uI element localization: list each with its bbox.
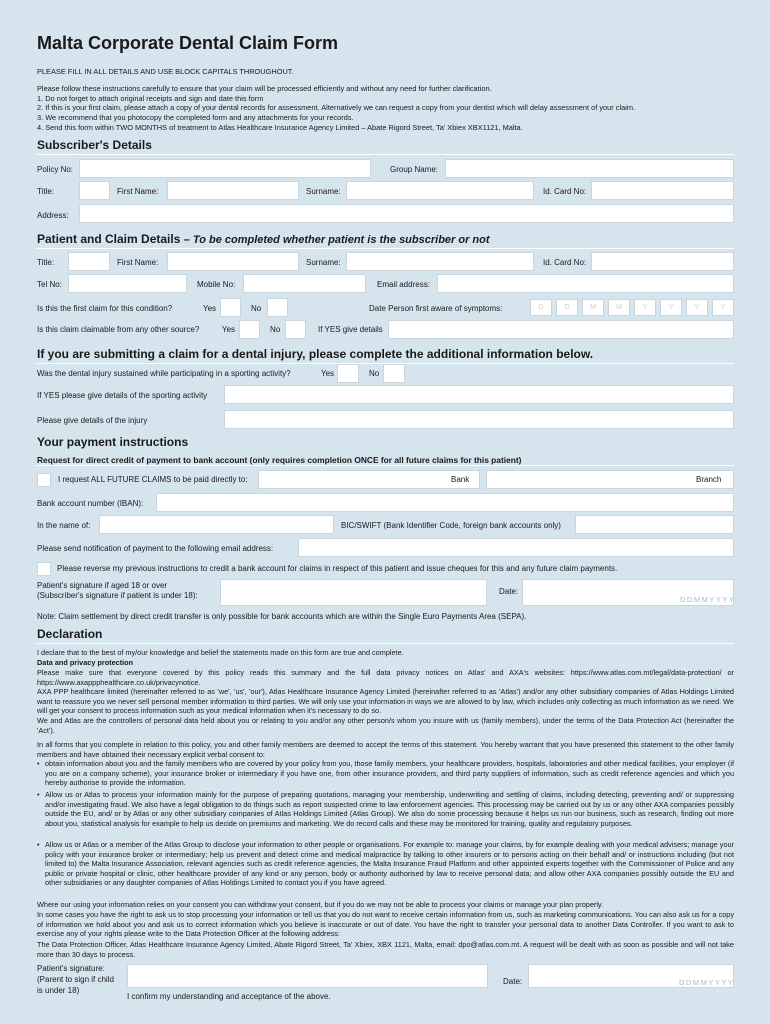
declaration-heading: Declaration xyxy=(37,627,103,641)
section-divider xyxy=(37,465,734,466)
payment-date-placeholder: DDMMYYYY xyxy=(680,595,736,604)
branch-field[interactable] xyxy=(486,470,734,489)
tel-no-field[interactable] xyxy=(68,274,187,293)
patient-title-label: Title: xyxy=(37,258,55,267)
privacy-paragraph: Please make sure that everyone covered by this policy reads this summary and the full data privacy notices on Atlas' and AXA's websites: https://www.atlas.com.mt/legal/data-protection/ or https://www.axappphealthcare.co.uk/privacynotice. xyxy=(37,668,734,687)
declaration-date-placeholder: DDMMYYYY xyxy=(679,978,735,987)
payment-subheading: Request for direct credit of payment to bank account (only requires completion ONCE for all future claims for this patient) xyxy=(37,455,522,465)
privacy-paragraph: In some cases you have the right to ask us to stop processing your information or tell us that you do not want to receive certain information from us, such as marketing communications. You can also ask us for a copy of information we hold about you and ask us to correct information which you believe is inaccurate or out of date. You have the right to transfer your personal data to another Data Controller. If you want to ask to exercise any of your rights please write to the Data Protection Officer at the following address: xyxy=(37,910,734,938)
first-claim-yes-label: Yes xyxy=(203,304,217,313)
instruction-step: 1. Do not forget to attach original receipts and sign and date this form xyxy=(37,94,264,103)
notify-email-label: Please send notification of payment to the following email address: xyxy=(37,544,274,553)
instruction-step: 4. Send this form within TWO MONTHS of treatment to Atlas Healthcare Insurance Agency Limited – Abate Rigord Street, Ta' Xbiex XBX1121, Malta. xyxy=(37,123,523,132)
patient-first-name-field[interactable] xyxy=(167,252,299,271)
privacy-paragraph: In all forms that you complete in relation to this policy, you and other family members are deemed to accept the terms of this statement. You hereby warrant that you have presented this statement to the other family members and have obtained their necessary explicit verbal consent to: xyxy=(37,740,734,759)
email-field[interactable] xyxy=(437,274,734,293)
privacy-paragraph: We and Atlas are the controllers of personal data held about you or relating to you and/or any other person/s whom you insure with us (family members), under the terms of the Data Protection Act (hereinafter the 'Act'). xyxy=(37,716,734,735)
declaration-statement: I declare that to the best of my/our knowledge and belief the statements made on this form are true and complete. xyxy=(37,648,404,657)
bank-field[interactable] xyxy=(258,470,480,489)
policy-no-label: Policy No: xyxy=(37,165,74,174)
subscriber-id-card-field[interactable] xyxy=(591,181,734,200)
date-box-y2[interactable]: Y xyxy=(660,299,682,316)
policy-no-field[interactable] xyxy=(79,159,371,178)
sporting-no-label: No xyxy=(369,369,380,378)
confirm-text: I confirm my understanding and acceptance of the above. xyxy=(127,992,331,1001)
declaration-sig-label-1: Patient's signature: xyxy=(37,964,105,973)
future-claims-checkbox[interactable] xyxy=(37,473,51,487)
patient-surname-field[interactable] xyxy=(346,252,534,271)
section-divider xyxy=(37,643,734,644)
payment-date-label: Date: xyxy=(499,587,519,596)
declaration-sig-label-2: (Parent to sign if child xyxy=(37,975,114,984)
date-box-d1[interactable]: D xyxy=(530,299,552,316)
date-box-d2[interactable]: D xyxy=(556,299,578,316)
bank-label: Bank xyxy=(451,475,470,484)
subscriber-id-card-label: Id. Card No: xyxy=(543,187,587,196)
payment-date-field[interactable] xyxy=(522,579,734,606)
address-label: Address: xyxy=(37,211,69,220)
date-box-y1[interactable]: Y xyxy=(634,299,656,316)
instruction-step: 2. If this is your first claim, please attach a copy of your dental records for assessment. Alternatively we can request a copy from your dentist which will delay assessment of your claim. xyxy=(37,103,636,112)
sepa-note: Note: Claim settlement by direct credit transfer is only possible for bank accounts which are within the Single Euro Payments Area (SEPA). xyxy=(37,612,527,621)
subscriber-title-field[interactable] xyxy=(79,181,110,200)
date-box-y3[interactable]: Y xyxy=(686,299,708,316)
reverse-label: Please reverse my previous instructions to credit a bank account for claims in respect of this patient and issue cheques for this and any future claim payments. xyxy=(57,564,618,573)
future-claims-label: I request ALL FUTURE CLAIMS to be paid directly to: xyxy=(58,475,248,484)
sporting-details-label: If YES please give details of the sporting activity xyxy=(37,391,208,400)
patient-id-card-label: Id. Card No: xyxy=(543,258,587,267)
patient-first-name-label: First Name: xyxy=(117,258,159,267)
reverse-checkbox[interactable] xyxy=(37,562,51,576)
section-divider xyxy=(37,154,734,155)
sporting-yes-box[interactable] xyxy=(337,364,359,383)
privacy-bullet: • Allow us or Atlas or a member of the Atlas Group to disclose your information to other people or organisations. For example to: manage your claims, by for example dealing with your medical advisers; manage your policy with your insurance broker or intermediary; help us prevent and detect crime and medical malpractice by talking to other insurers or to persons acting on their behalf and/ or instructions including (but not limited to) the Malta Insurance Association, relevant agencies such as credit reference agencies, the Malta Insurance Fraud Platform and other appointed experts together with the Commissioner of Police and any public or private hospital or clinic, other healthcare provider of any kind or any person, body or authority authorised by law to receive personal data; and allow other AXA companies possibly outside the EU and other subsidiaries or any daughter companies of Atlas Holdings Limited to contact you if you have agreed. xyxy=(37,840,734,888)
date-aware-label: Date Person first aware of symptoms: xyxy=(369,304,503,313)
sporting-yes-label: Yes xyxy=(321,369,335,378)
bic-label: BIC/SWIFT (Bank Identifier Code, foreign bank accounts only) xyxy=(341,521,561,530)
address-field[interactable] xyxy=(79,204,734,223)
date-box-y4[interactable]: Y xyxy=(712,299,734,316)
sporting-no-box[interactable] xyxy=(383,364,405,383)
patient-heading-sub: – To be completed whether patient is the subscriber or not xyxy=(183,234,490,246)
privacy-bullet: • obtain information about you and the family members who are covered by your policy from you, those family members, your healthcare providers, hospitals, laboratories and other medical facilities, your employer (if you are on a company scheme), your insurance broker or intermediary if you have one, from other insurance providers, and third party suppliers of information, such as credit reference agencies and which you hereby authorise to provide the information. xyxy=(37,759,734,788)
date-box-m1[interactable]: M xyxy=(582,299,604,316)
group-name-label: Group Name: xyxy=(390,165,439,174)
if-yes-details-label: If YES give details xyxy=(318,325,383,334)
patient-surname-label: Surname: xyxy=(306,258,341,267)
email-label: Email address: xyxy=(377,280,430,289)
patient-title-field[interactable] xyxy=(68,252,110,271)
subscriber-surname-field[interactable] xyxy=(346,181,534,200)
in-name-of-field[interactable] xyxy=(99,515,334,534)
first-claim-no-label: No xyxy=(251,304,262,313)
declaration-date-field[interactable] xyxy=(528,964,734,988)
payment-signature-field[interactable] xyxy=(220,579,487,606)
claimable-no-label: No xyxy=(270,325,281,334)
injury-details-label: Please give details of the injury xyxy=(37,416,148,425)
claimable-yes-box[interactable] xyxy=(239,320,260,339)
form-title: Malta Corporate Dental Claim Form xyxy=(37,33,339,53)
subscriber-heading: Subscriber's Details xyxy=(37,138,152,152)
iban-field[interactable] xyxy=(156,493,734,512)
patient-id-card-field[interactable] xyxy=(591,252,734,271)
sporting-details-field[interactable] xyxy=(224,385,734,404)
claimable-yes-label: Yes xyxy=(222,325,236,334)
injury-details-field[interactable] xyxy=(224,410,734,429)
section-divider xyxy=(37,248,734,249)
if-yes-details-field[interactable] xyxy=(388,320,734,339)
claimable-question: Is this claim claimable from any other source? xyxy=(37,325,200,334)
fill-note: PLEASE FILL IN ALL DETAILS AND USE BLOCK CAPITALS THROUGHOUT. xyxy=(37,67,294,76)
subscriber-first-name-label: First Name: xyxy=(117,187,159,196)
instruction-step: 3. We recommend that you photocopy the completed form and any attachments for your records. xyxy=(37,113,354,122)
privacy-bullet: • Allow us or Atlas to process your information mainly for the purpose of preparing quotations, managing your membership, underwriting and settling of claims, including detecting, preventing and/ or suppressing and/or investigating fraud. We also have a legal obligation to do things such as report suspected crime to law enforcement agencies. This processing may be carried out by us or any other AXA companies possibly outside the EU, and/ or by Atlas or any other subsidiary companies of Atlas Holdings Limited (Atlas Group). We also do some processing because it helps us run our business, such as research, finding out more about you, statistical analysis for example to help us decide on premiums and marketing. We do record calls and these may be monitored for training, quality and regulatory purposes. xyxy=(37,790,734,828)
declaration-date-label: Date: xyxy=(503,977,523,986)
sporting-question: Was the dental injury sustained while participating in a sporting activity? xyxy=(37,369,291,378)
payment-heading: Your payment instructions xyxy=(37,435,189,449)
tel-no-label: Tel No: xyxy=(37,280,62,289)
branch-label: Branch xyxy=(696,475,722,484)
dpo-contact: The Data Protection Officer, Atlas Healthcare Insurance Agency Limited, Abate Rigord Street, Ta' Xbiex, XBX 1121, Malta, email: dpo@atlas.com.mt. A request will be dealt with as soon as possible and will not take more than 30 days to process. xyxy=(37,940,734,959)
bic-field[interactable] xyxy=(575,515,734,534)
subscriber-first-name-field[interactable] xyxy=(167,181,299,200)
payment-sig-label-1: Patient's signature if aged 18 or over xyxy=(37,581,168,590)
declaration-signature-field[interactable] xyxy=(127,964,488,988)
group-name-field[interactable] xyxy=(445,159,734,178)
declaration-sig-label-3: is under 18) xyxy=(37,986,80,995)
patient-heading-main: Patient and Claim Details xyxy=(37,232,181,246)
subscriber-surname-label: Surname: xyxy=(306,187,341,196)
subscriber-title-label: Title: xyxy=(37,187,55,196)
claimable-no-box[interactable] xyxy=(285,320,306,339)
privacy-paragraph: AXA PPP healthcare limited (hereinafter referred to as 'we', 'us', 'our'), Atlas Healthcare Insurance Agency Limited (hereinafter referred to as 'Atlas') and/or any other subsidiary companies of Atlas Holdings Limited want to reassure you we never sell personal member information to third parties. We will only use your information in ways we are allowed to by law, which includes only collecting as much information as we need. We will get your consent to process information such as your medical information when it's necessary to do so. xyxy=(37,687,734,715)
first-claim-yes-box[interactable] xyxy=(220,298,241,317)
first-claim-no-box[interactable] xyxy=(267,298,288,317)
injury-heading: If you are submitting a claim for a dental injury, please complete the additional information below. xyxy=(37,347,594,361)
follow-note: Please follow these instructions carefully to ensure that your claim will be processed efficiently and without any need for further clarification. xyxy=(37,84,492,93)
date-box-m2[interactable]: M xyxy=(608,299,630,316)
privacy-paragraph: Where our using your information relies on your consent you can withdraw your consent, but if you do we may not be able to process your claims or manage your plan properly. xyxy=(37,900,604,909)
patient-heading xyxy=(37,232,490,246)
privacy-heading: Data and privacy protection xyxy=(37,658,134,667)
mobile-no-field[interactable] xyxy=(243,274,366,293)
iban-label: Bank account number (IBAN): xyxy=(37,499,144,508)
in-name-of-label: In the name of: xyxy=(37,521,91,530)
first-claim-question: Is this the first claim for this condition? xyxy=(37,304,173,313)
notify-email-field[interactable] xyxy=(298,538,734,557)
mobile-no-label: Mobile No: xyxy=(197,280,236,289)
payment-sig-label-2: (Subscriber's signature if patient is under 18): xyxy=(37,591,198,600)
